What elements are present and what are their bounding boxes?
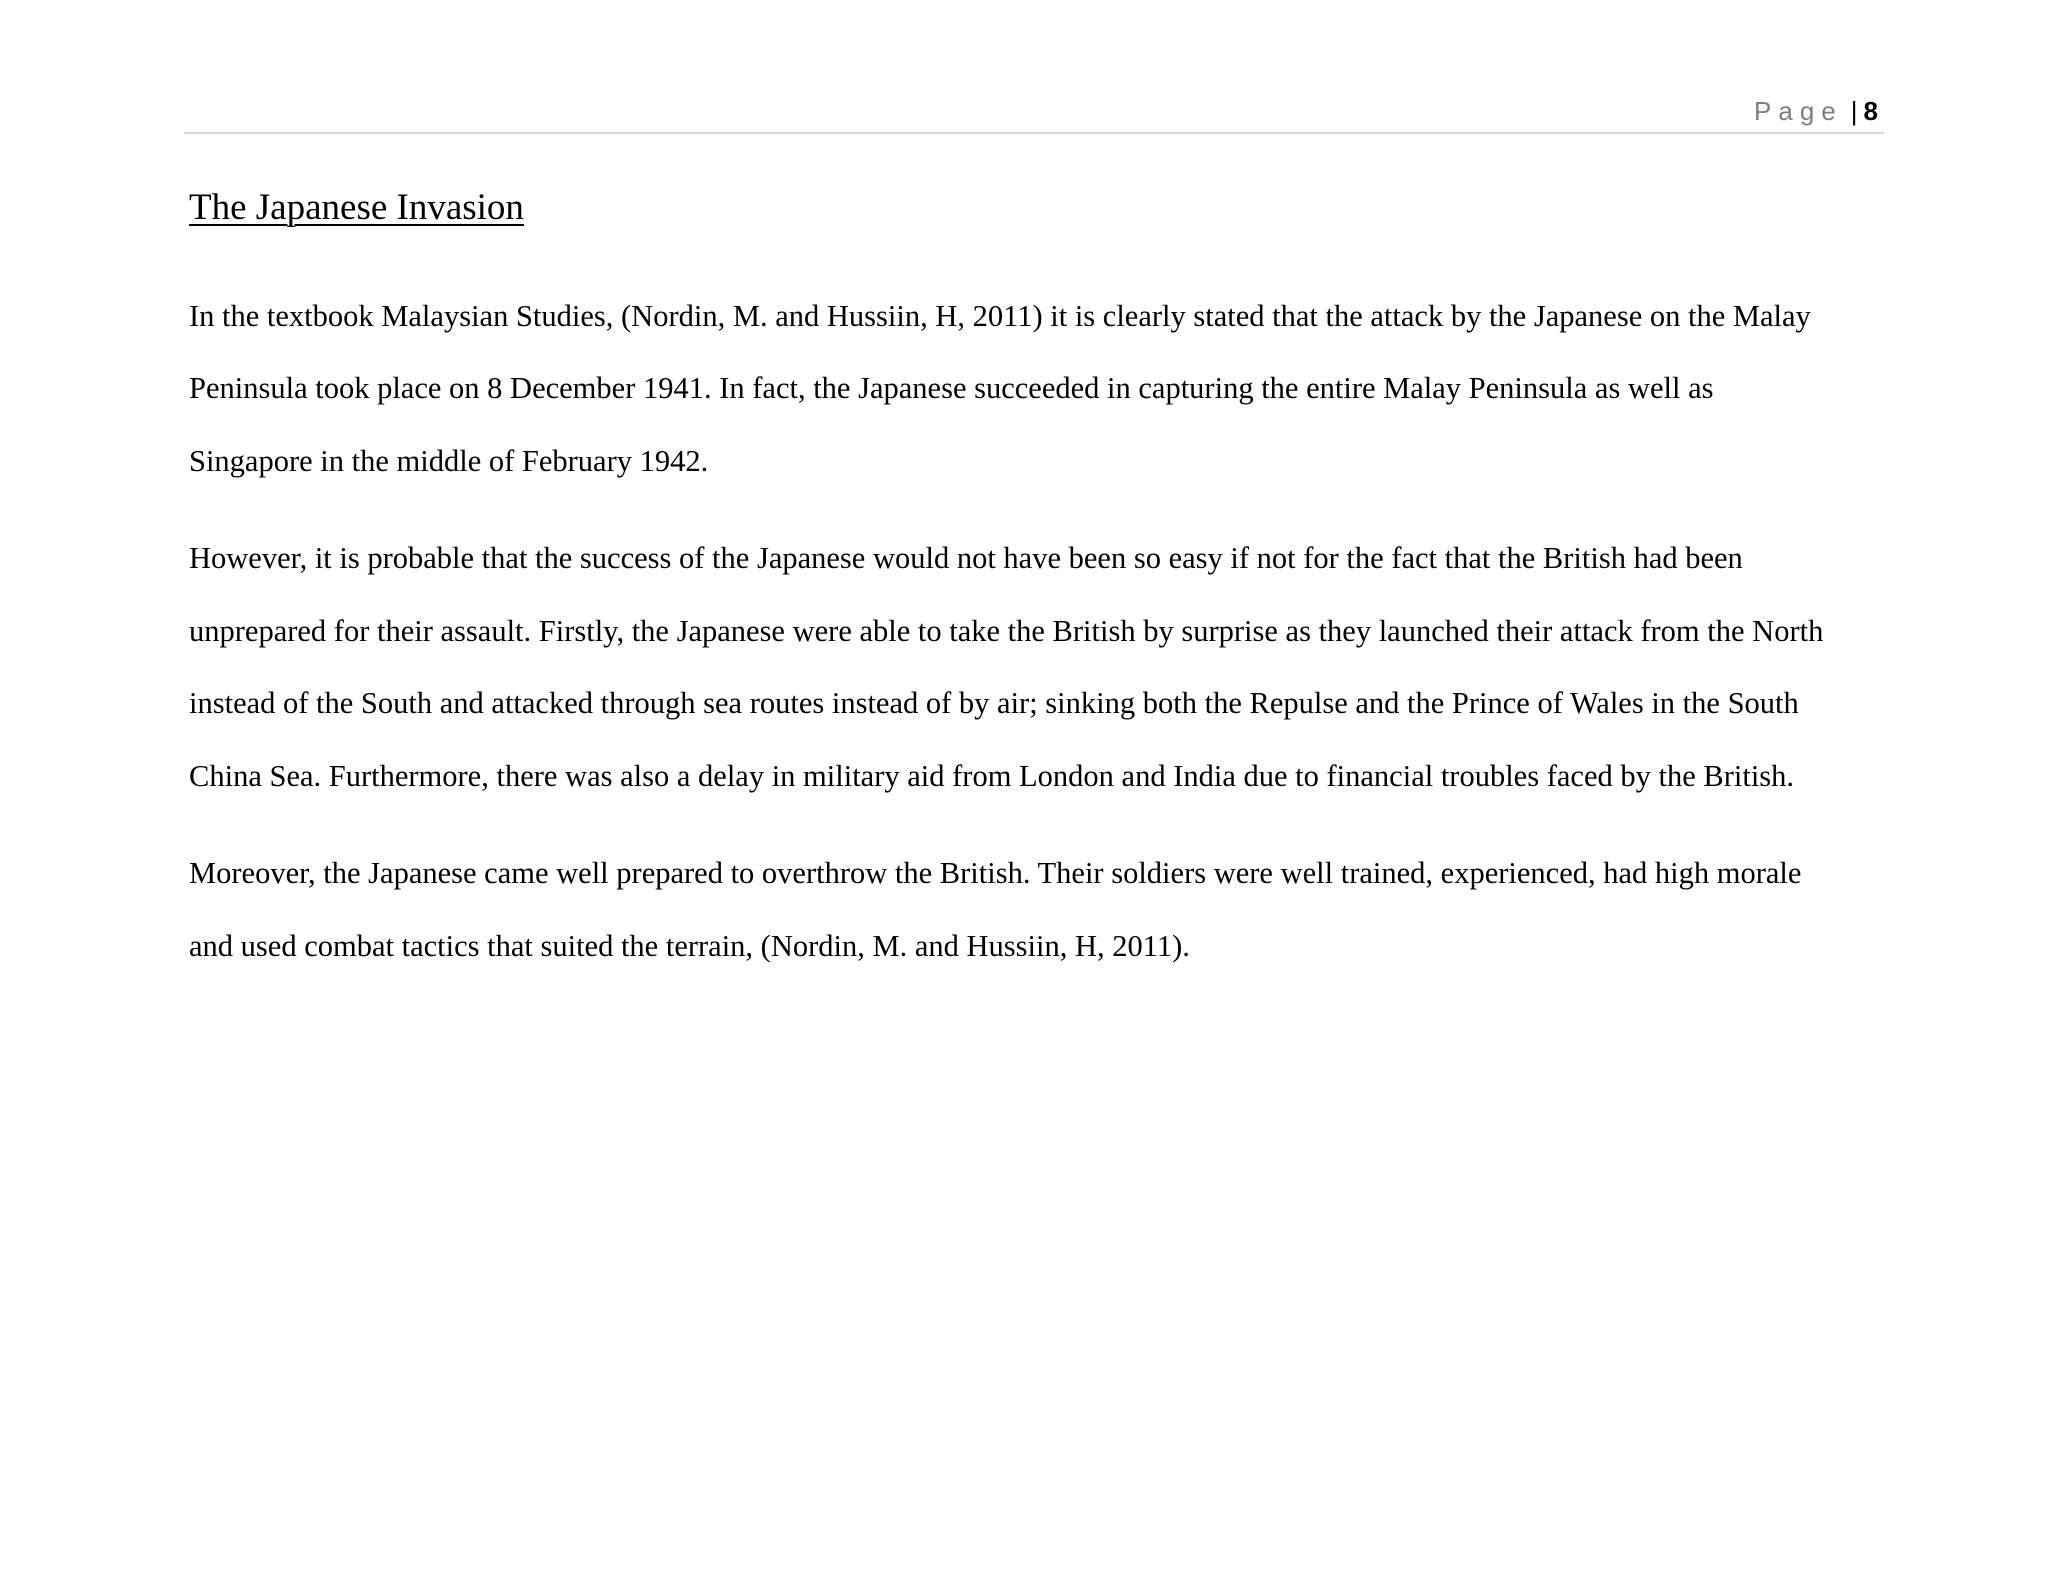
section-title: The Japanese Invasion — [189, 187, 524, 228]
page-label: Page — [1754, 96, 1843, 126]
text-line: Singapore in the middle of February 1942. — [189, 444, 709, 478]
text-line: instead of the South and attacked through sea routes instead of by air; sinking both the Repulse and the Prince of Wales in the South — [189, 686, 1799, 720]
page-header — [184, 92, 1884, 134]
page-number-indicator — [1754, 96, 1878, 126]
text-line: China Sea. Furthermore, there was also a delay in military aid from London and India due to financial troubles faced by the British. — [189, 759, 1795, 793]
text-line: and used combat tactics that suited the terrain, (Nordin, M. and Hussiin, H, 2011). — [189, 929, 1190, 963]
text-line: unprepared for their assault. Firstly, the Japanese were able to take the British by surprise as they launched their attack from the North — [189, 614, 1824, 648]
page-separator: | — [1850, 96, 1858, 126]
page-number: 8 — [1863, 96, 1878, 126]
text-line: Moreover, the Japanese came well prepared to overthrow the British. Their soldiers were well trained, experienced, had high morale — [189, 856, 1802, 890]
text-line: Peninsula took place on 8 December 1941. In fact, the Japanese succeeded in capturing the entire Malay Peninsula as well as — [189, 371, 1714, 405]
text-line: However, it is probable that the success of the Japanese would not have been so easy if not for the fact that the British had been — [189, 541, 1743, 575]
text-line: In the textbook Malaysian Studies, (Nordin, M. and Hussiin, H, 2011) it is clearly stated that the attack by the Japanese on the Malay — [189, 299, 1811, 333]
